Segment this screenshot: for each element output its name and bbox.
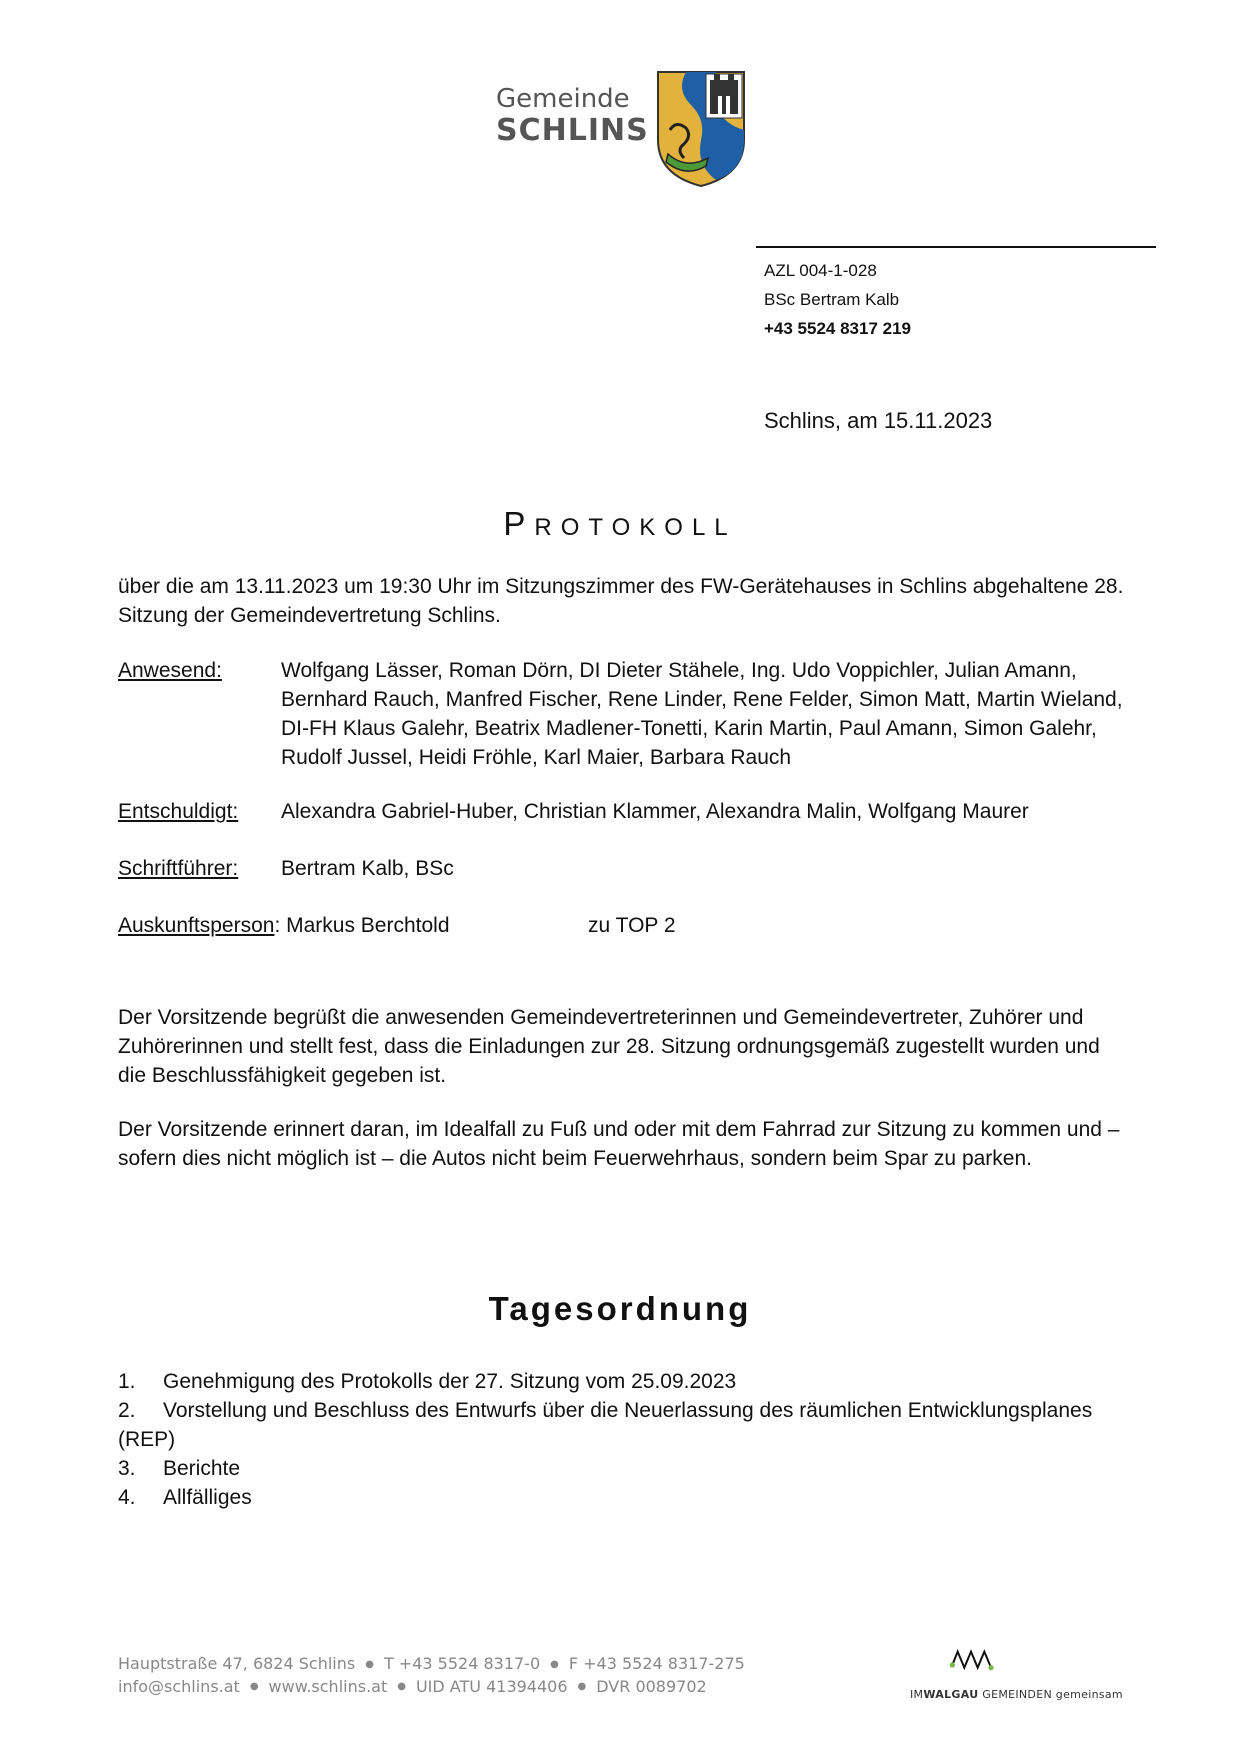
- footer-fax: F +43 5524 8317-275: [568, 1654, 745, 1673]
- agenda-list: [118, 1367, 1128, 1512]
- document-title: [0, 505, 1240, 543]
- logo-line-schlins: SCHLINS: [496, 113, 649, 148]
- footer-address: Hauptstraße 47, 6824 Schlins: [118, 1654, 356, 1673]
- separator-dot-icon: ●: [550, 1658, 559, 1670]
- info-person-value: : Markus Berchtold: [274, 914, 450, 937]
- footer-contact: [118, 1653, 745, 1698]
- walgau-logo-text: [910, 1688, 1123, 1701]
- agenda-item-text: (REP): [118, 1428, 176, 1451]
- walgau-im: IM: [910, 1688, 924, 1701]
- excused-label: Entschuldigt:: [118, 800, 239, 823]
- agenda-item: [118, 1367, 1128, 1396]
- agenda-item-text: Genehmigung des Protokolls der 27. Sitzung vom 25.09.2023: [163, 1370, 737, 1393]
- footer-dvr: DVR 0089702: [596, 1676, 707, 1696]
- title-rest: ROTOKOLL: [534, 514, 737, 541]
- title-first-letter: P: [503, 505, 535, 542]
- file-number: AZL 004-1-028: [764, 261, 877, 280]
- excused-value: Alexandra Gabriel-Huber, Christian Klammer, Alexandra Malin, Wolfgang Maurer: [281, 800, 1029, 823]
- author-phone: +43 5524 8317 219: [764, 319, 912, 338]
- agenda-item-text: Allfälliges: [163, 1486, 252, 1509]
- reference-block: [764, 256, 911, 343]
- agenda-item: [118, 1454, 1128, 1483]
- footer-email: info@schlins.at: [118, 1676, 240, 1696]
- agenda-heading: Tagesordnung: [488, 1290, 752, 1327]
- walgau-rest: GEMEINDEN gemeinsam: [978, 1688, 1123, 1701]
- welcome-paragraph: Der Vorsitzende begrüßt die anwesenden Gemeindevertreterinnen und Gemeindevertreter, Zuhörer und Zuhörerinnen und stellt fest, dass die Einladungen zur 28. Sitzung ordnungsgemäß zugestellt wurden und die Beschlussfähigkeit gegeben ist.: [118, 1006, 1100, 1087]
- agenda-item-number: 2.: [118, 1399, 136, 1422]
- agenda-item: [118, 1483, 1128, 1512]
- present-label: Anwesend:: [118, 659, 222, 682]
- author-name: BSc Bertram Kalb: [764, 290, 900, 309]
- agenda-item-text: Berichte: [163, 1457, 241, 1480]
- agenda-item-number: 4.: [118, 1486, 136, 1509]
- separator-dot-icon: ●: [397, 1681, 406, 1692]
- secretary-value: Bertram Kalb, BSc: [281, 857, 454, 880]
- logo-line-gemeinde: Gemeinde: [496, 84, 630, 114]
- footer-phone: T +43 5524 8317-0: [383, 1654, 541, 1673]
- footer-uid: UID ATU 41394406: [415, 1676, 568, 1696]
- info-person-topic: zu TOP 2: [588, 914, 676, 937]
- agenda-item-number: 3.: [118, 1457, 136, 1480]
- separator-dot-icon: ●: [577, 1681, 587, 1692]
- date-line: Schlins, am 15.11.2023: [764, 408, 993, 433]
- intro-paragraph: über die am 13.11.2023 um 19:30 Uhr im Sitzungszimmer des FW-Gerätehauses in Schlins abgehaltene 28. Sitzung der Gemeindevertretung Schlins.: [118, 575, 1124, 627]
- present-value: Wolfgang Lässer, Roman Dörn, DI Dieter Stähele, Ing. Udo Voppichler, Julian Amann, Bernhard Rauch, Manfred Fischer, Rene Linder, Rene Felder, Simon Matt, Martin Wieland, DI-FH Klaus Galehr, Beatrix Madlener-Tonetti, Karin Martin, Paul Amann, Simon Galehr, Rudolf Jussel, Heidi Fröhle, Karl Maier, Barbara Rauch: [281, 659, 1123, 769]
- walgau-name: WALGAU: [923, 1688, 979, 1701]
- reminder-paragraph: Der Vorsitzende erinnert daran, im Idealfall zu Fuß und oder mit dem Fahrrad zur Sitzung zu kommen und – sofern dies nicht möglich ist – die Autos nicht beim Feuerwehrhaus, sondern beim Spar zu parken.: [118, 1118, 1120, 1170]
- separator-dot-icon: ●: [365, 1658, 374, 1670]
- info-person-label: Auskunftsperson: [118, 914, 275, 937]
- agenda-item-continuation: [118, 1425, 1128, 1454]
- municipality-logo-text: [496, 84, 649, 148]
- agenda-item: [118, 1396, 1128, 1425]
- coat-of-arms-icon: [656, 70, 746, 188]
- agenda-item-number: 1.: [118, 1370, 136, 1393]
- secretary-label: Schriftführer:: [118, 857, 239, 880]
- footer-website: www.schlins.at: [268, 1676, 388, 1696]
- reference-divider: [756, 246, 1156, 248]
- walgau-wave-logo-icon: [910, 1645, 1140, 1685]
- separator-dot-icon: ●: [249, 1681, 259, 1692]
- agenda-item-text: Vorstellung und Beschluss des Entwurfs über die Neuerlassung des räumlichen Entwicklungsplanes: [163, 1399, 1093, 1422]
